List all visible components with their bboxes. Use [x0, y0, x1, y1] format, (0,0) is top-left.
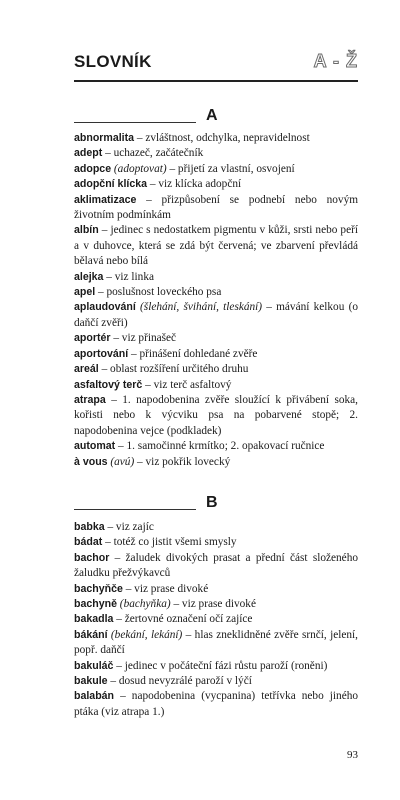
entry-term: bakadla — [74, 613, 114, 626]
entry-definition: – přijetí za vlastní, osvojení — [166, 162, 295, 175]
entry-term: adept — [74, 147, 103, 160]
dictionary-entry — [74, 455, 358, 470]
entry-definition: – hlas zneklidněné zvěře srnčí, jelení, popř. daňčí — [74, 628, 358, 657]
entry-definition: – poslušnost loveckého psa — [95, 286, 222, 299]
entry-variant: (šlehání, švihání, tleskání) — [135, 301, 263, 314]
dictionary-entry — [74, 551, 358, 582]
entry-term: aportování — [74, 347, 129, 360]
entry-definition: – viz přinašeč — [110, 332, 177, 345]
entry-definition: – přizpůsobení se podnebí nebo novým životním podmínkám — [74, 193, 358, 222]
dictionary-entry — [74, 535, 358, 550]
section-rule — [74, 122, 196, 123]
entry-term: bachyně — [74, 598, 117, 611]
entry-definition: – 1. napodobenina zvěře sloužící k přivábení soka, kořisti nebo k výcviku psa na pobarvené stopě; 2. napodobenina vejce (podkladek) — [74, 393, 358, 437]
dictionary-entry — [74, 628, 358, 659]
entry-definition: – dosud nevyzrálé paroží v lýčí — [107, 675, 252, 688]
dictionary-entry — [74, 582, 358, 597]
entry-term: aklimatizace — [74, 193, 137, 206]
header-rule — [74, 80, 358, 82]
entry-term: balabán — [74, 690, 115, 703]
entry-definition: – oblast rozšíření určitého druhu — [98, 363, 249, 376]
entry-term: areál — [74, 363, 99, 376]
entry-definition: – jedinec v počáteční fázi růstu paroží (roněni) — [113, 659, 328, 672]
section-rule — [74, 509, 196, 510]
section-letter: A — [206, 107, 218, 124]
entry-variant: (adoptovat) — [111, 162, 167, 175]
entries-a — [74, 131, 358, 470]
entry-definition: – viz klícka adopční — [147, 178, 242, 191]
dictionary-entry — [74, 331, 358, 346]
dictionary-entry — [74, 393, 358, 439]
entry-definition: – totéž co jistit všemi smysly — [102, 536, 237, 549]
entry-definition: – žertovné označení očí zajíce — [113, 613, 253, 626]
dictionary-entry — [74, 674, 358, 689]
dictionary-entry — [74, 162, 358, 177]
entry-term: abnormalita — [74, 132, 135, 144]
entries-b — [74, 520, 358, 720]
entry-term: bachor — [74, 551, 110, 564]
entry-definition: – uchazeč, začátečník — [102, 147, 204, 160]
page-title: SLOVNÍK — [74, 52, 152, 71]
entry-term: bakuláč — [74, 659, 114, 672]
dictionary-entry — [74, 193, 358, 224]
entry-term: adopce — [74, 162, 112, 175]
entry-term: aplaudování — [74, 301, 136, 314]
dictionary-entry — [74, 362, 358, 377]
page-header — [74, 52, 358, 80]
dictionary-entry — [74, 439, 358, 454]
section-heading-b — [74, 496, 358, 516]
entry-definition: – přinášení dohledané zvěře — [128, 347, 258, 360]
dictionary-entry — [74, 347, 358, 362]
entry-term: bákání — [74, 628, 108, 641]
section-letter: B — [206, 494, 218, 511]
dictionary-entry — [74, 285, 358, 300]
dictionary-entry — [74, 378, 358, 393]
entry-variant: (avú) — [107, 455, 135, 468]
alphabet-range: A - Ž — [313, 51, 358, 71]
dictionary-entry — [74, 146, 358, 161]
dictionary-entry — [74, 177, 358, 192]
dictionary-entry — [74, 300, 358, 331]
entry-definition: – žaludek divokých prasat a přední část složeného žaludku přežvýkavců — [74, 551, 358, 580]
entry-term: apel — [74, 286, 96, 299]
entry-term: adopční klícka — [74, 178, 148, 191]
entry-term: babka — [74, 521, 105, 533]
dictionary-entry — [74, 689, 358, 720]
entry-definition: – viz prase divoké — [170, 598, 256, 611]
entry-definition: – jedinec s nedostatkem pigmentu v kůži, srsti nebo peří a v duhovce, která se zdá být červená; ve zbarvení převládá bělavá nebo bílá — [74, 224, 358, 268]
page-number: 93 — [347, 749, 358, 761]
entry-variant: (bachyňka) — [116, 598, 171, 611]
entry-definition: – 1. samočinné krmítko; 2. opakovací ručnice — [115, 440, 325, 453]
entry-term: atrapa — [74, 393, 106, 406]
entry-definition: – viz pokřik lovecký — [134, 455, 231, 468]
dictionary-entry — [74, 597, 358, 612]
entry-term: alejka — [74, 270, 104, 283]
dictionary-entry — [74, 131, 358, 146]
entry-definition: – viz zajíc — [104, 521, 154, 533]
dictionary-entry — [74, 612, 358, 627]
entry-term: bachyňče — [74, 582, 123, 595]
dictionary-entry — [74, 659, 358, 674]
entry-term: bádat — [74, 536, 103, 549]
section-heading-a — [74, 109, 358, 129]
entry-term: à vous — [74, 455, 108, 468]
entry-definition: – viz terč asfaltový — [142, 378, 232, 391]
dictionary-entry — [74, 270, 358, 285]
entry-definition: – mávání kelkou (o daňčí zvěři) — [74, 301, 358, 329]
dictionary-entry — [74, 520, 358, 535]
entry-term: asfaltový terč — [74, 378, 143, 391]
entry-term: albín — [74, 224, 99, 237]
entry-definition: – viz prase divoké — [122, 582, 209, 595]
entry-term: bakule — [74, 675, 108, 688]
entry-definition: – zvláštnost, odchylka, nepravidelnost — [134, 132, 310, 144]
entry-definition: – napodobenina (vycpanina) tetřívka nebo jiného ptáka (viz atrapa 1.) — [74, 690, 358, 718]
entry-definition: – viz linka — [103, 270, 154, 283]
entry-term: aportér — [74, 332, 111, 345]
entry-variant: (bekání, lekání) — [107, 628, 183, 641]
entry-term: automat — [74, 440, 116, 453]
dictionary-entry — [74, 223, 358, 269]
